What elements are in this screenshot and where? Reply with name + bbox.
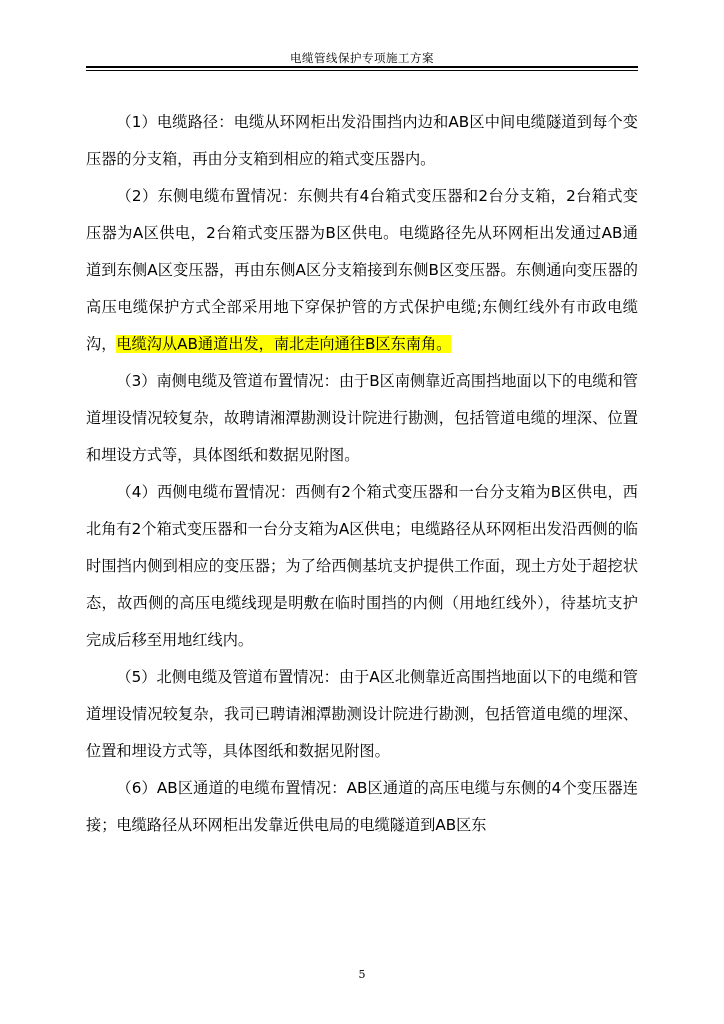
document-body	[86, 104, 638, 844]
paragraph-ab-channel	[86, 770, 638, 844]
paragraph-text: （4）西侧电缆布置情况：西侧有2个箱式变压器和一台分支箱为B区供电，西北角有2个箱式变压器和一台分支箱为A区供电；电缆路径从环网柜出发沿西侧的临时围挡内侧到相应的变压器；为了给西侧基坑支护提供工作面，现土方处于超挖状态，故西侧的高压电缆线现是明敷在临时围挡的内侧（用地红线外），待基坑支护完成后移至用地红线内。	[86, 483, 638, 649]
page-header	[86, 44, 638, 70]
paragraph-text: （5）北侧电缆及管道布置情况：由于A区北侧靠近高围挡地面以下的电缆和管道埋设情况较复杂，我司已聘请湘潭勘测设计院进行勘测，包括管道电缆的埋深、位置和埋设方式等，具体图纸和数据见附图。	[86, 668, 638, 760]
highlighted-text: 电缆沟从AB通道出发，南北走向通往B区东南角。	[116, 335, 452, 353]
paragraph-text: （2）东侧电缆布置情况：东侧共有4台箱式变压器和2台分支箱，2台箱式变压器为A区供电，2台箱式变压器为B区供电。电缆路径先从环网柜出发通过AB通道到东侧A区变压器，再由东侧A区分支箱接到东侧B区变压器。东侧通向变压器的高压电缆保护方式全部采用地下穿保护管的方式保护电缆;东侧红线外有市政电缆沟，	[86, 187, 638, 353]
paragraph-south-side	[86, 363, 638, 474]
paragraph-text: （3）南侧电缆及管道布置情况：由于B区南侧靠近高围挡地面以下的电缆和管道埋设情况较复杂，故聘请湘潭勘测设计院进行勘测，包括管道电缆的埋深、位置和埋设方式等，具体图纸和数据见附图。	[86, 372, 638, 464]
header-rule-thin	[86, 70, 638, 71]
paragraph-east-side	[86, 178, 638, 363]
paragraph-cable-route	[86, 104, 638, 178]
header-rule	[86, 66, 638, 68]
paragraph-text: （1）电缆路径：电缆从环网柜出发沿围挡内边和AB区中间电缆隧道到每个变压器的分支箱，再由分支箱到相应的箱式变压器内。	[86, 113, 638, 168]
paragraph-north-side	[86, 659, 638, 770]
paragraph-west-side	[86, 474, 638, 659]
header-title: 电缆管线保护专项施工方案	[290, 51, 434, 65]
paragraph-text: （6）AB区通道的电缆布置情况：AB区通道的高压电缆与东侧的4个变压器连接；电缆路径从环网柜出发靠近供电局的电缆隧道到AB区东	[86, 779, 638, 834]
page-number: 5	[358, 968, 366, 981]
